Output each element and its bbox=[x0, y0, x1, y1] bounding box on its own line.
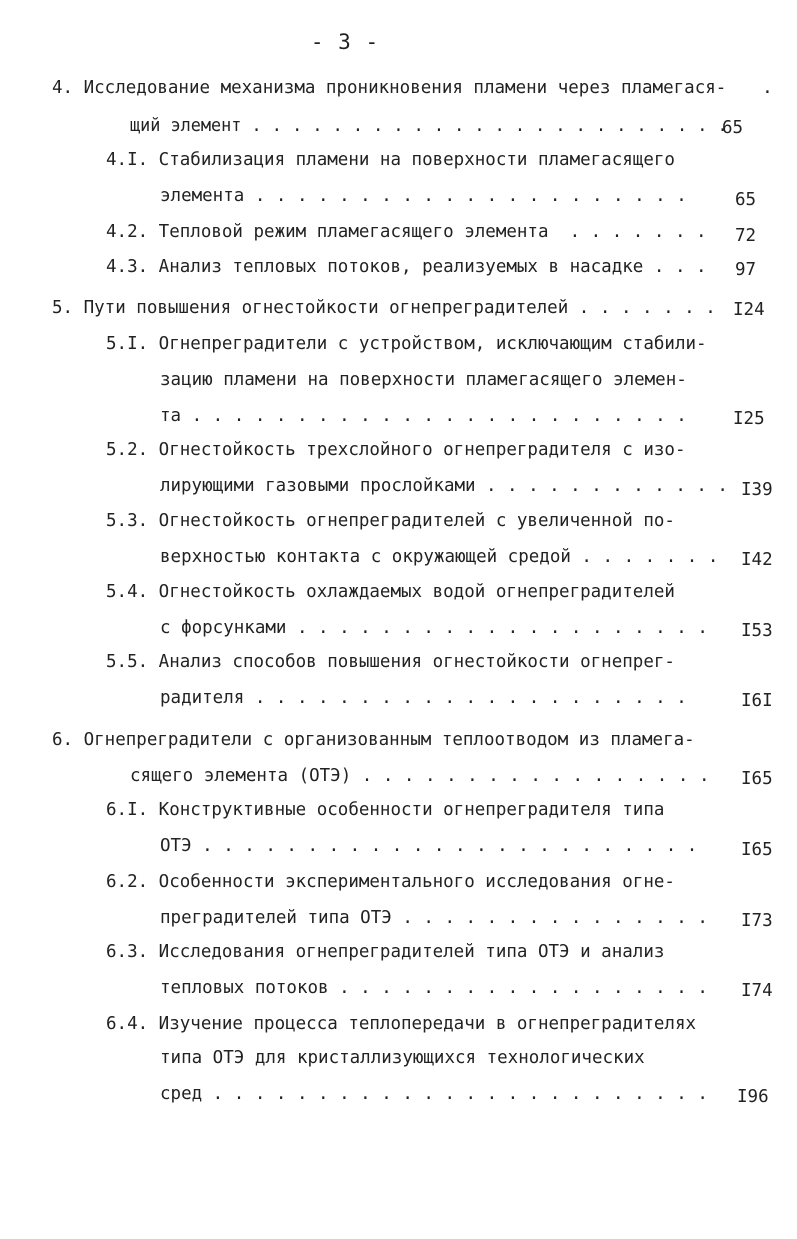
toc-entry-5-1-title-cont2: та . . . . . . . . . . . . . . . . . . . . . . . . bbox=[160, 406, 687, 426]
toc-entry-5-2-page: I39 bbox=[741, 480, 773, 500]
toc-entry-5-5-page: I6I bbox=[741, 691, 773, 711]
toc-entry-4-title: 4. Исследование механизма проникновения пламени через пламегася- bbox=[52, 78, 727, 98]
toc-entry-4-2-page: 72 bbox=[735, 226, 757, 246]
toc-entry-5-2-title: 5.2. Огнестойкость трехслойного огнепреградителя с изо- bbox=[106, 440, 686, 460]
toc-entry-4-page: 65 bbox=[722, 118, 744, 138]
toc-entry-6-title: 6. Огнепреградители с организованным теплоотводом из пламега- bbox=[52, 730, 695, 750]
toc-entry-6-1-title-cont: ОТЭ . . . . . . . . . . . . . . . . . . . . . . . . bbox=[160, 836, 698, 856]
toc-entry-4-1-title-cont: элемента . . . . . . . . . . . . . . . . . . . . . bbox=[160, 186, 687, 206]
toc-entry-6-2-title-cont: преградителей типа ОТЭ . . . . . . . . . . . . . . . bbox=[160, 908, 708, 928]
toc-entry-4-title-cont: щий элемент . . . . . . . . . . . . . . . . . . . . . . . . bbox=[130, 116, 728, 136]
toc-entry-6-4-page: I96 bbox=[737, 1087, 769, 1107]
toc-entry-5-3-title-cont: верхностью контакта с окружающей средой . . . . . . . bbox=[160, 547, 719, 567]
toc-entry-4-1-page: 65 bbox=[735, 190, 757, 210]
toc-entry-6-3-page: I74 bbox=[741, 981, 773, 1001]
toc-entry-5-1-page: I25 bbox=[733, 409, 765, 429]
toc-entry-4-3-page: 97 bbox=[735, 260, 757, 280]
toc-entry-5-4-page: I53 bbox=[741, 621, 773, 641]
toc-entry-6-2-title: 6.2. Особенности экспериментального исследования огне- bbox=[106, 872, 675, 892]
toc-entry-5-4-title-cont: с форсунками . . . . . . . . . . . . . . . . . . . . bbox=[160, 618, 708, 638]
toc-entry-5-2-title-cont: лирующими газовыми прослойками . . . . . . . . . . . . bbox=[160, 476, 728, 496]
toc-entry-4-2-title: 4.2. Тепловой режим пламегасящего элемента . . . . . . . bbox=[106, 222, 707, 242]
toc-entry-5-5-title-cont: радителя . . . . . . . . . . . . . . . . . . . . . bbox=[160, 688, 687, 708]
toc-entry-6-3-title-cont: тепловых потоков . . . . . . . . . . . . . . . . . . bbox=[160, 978, 708, 998]
toc-entry-6-1-title: 6.I. Конструктивные особенности огнепреградителя типа bbox=[106, 800, 665, 820]
toc-entry-6-4-title-cont2: сред . . . . . . . . . . . . . . . . . . . . . . . . bbox=[160, 1084, 708, 1104]
toc-entry-6-4-title-cont: типа ОТЭ для кристаллизующихся технологических bbox=[160, 1048, 645, 1068]
toc-entry-6-1-page: I65 bbox=[741, 840, 773, 860]
toc-entry-6-3-title: 6.3. Исследования огнепреградителей типа ОТЭ и анализ bbox=[106, 942, 665, 962]
toc-entry-6-2-page: I73 bbox=[741, 911, 773, 931]
toc-entry-5-3-title: 5.3. Огнестойкость огнепреградителей с увеличенной по- bbox=[106, 511, 675, 531]
toc-entry-5-1-title: 5.I. Огнепреградители с устройством, исключающим стабили- bbox=[106, 334, 707, 354]
toc-entry-5-5-title: 5.5. Анализ способов повышения огнестойкости огнепрег- bbox=[106, 652, 675, 672]
toc-entry-6-4-title: 6.4. Изучение процесса теплопередачи в огнепреградителях bbox=[106, 1014, 697, 1034]
toc-entry-4-3-title: 4.3. Анализ тепловых потоков, реализуемых в насадке . . . bbox=[106, 257, 707, 277]
toc-entry-4-1-title: 4.I. Стабилизация пламени на поверхности пламегасящего bbox=[106, 150, 675, 170]
page-number: - 3 - bbox=[310, 30, 380, 54]
toc-entry-5-3-page: I42 bbox=[741, 550, 773, 570]
stray-mark: . bbox=[762, 77, 773, 98]
toc-entry-6-page: I65 bbox=[741, 769, 773, 789]
toc-entry-5-title: 5. Пути повышения огнестойкости огнепреградителей . . . . . . . bbox=[52, 298, 716, 318]
toc-entry-5-4-title: 5.4. Огнестойкость охлаждаемых водой огнепреградителей bbox=[106, 582, 675, 602]
toc-entry-6-title-cont: сящего элемента (ОТЭ) . . . . . . . . . . . . . . . . . bbox=[130, 766, 710, 786]
toc-entry-5-page: I24 bbox=[733, 300, 765, 320]
toc-entry-5-1-title-cont: зацию пламени на поверхности пламегасящего элемен- bbox=[160, 370, 687, 390]
